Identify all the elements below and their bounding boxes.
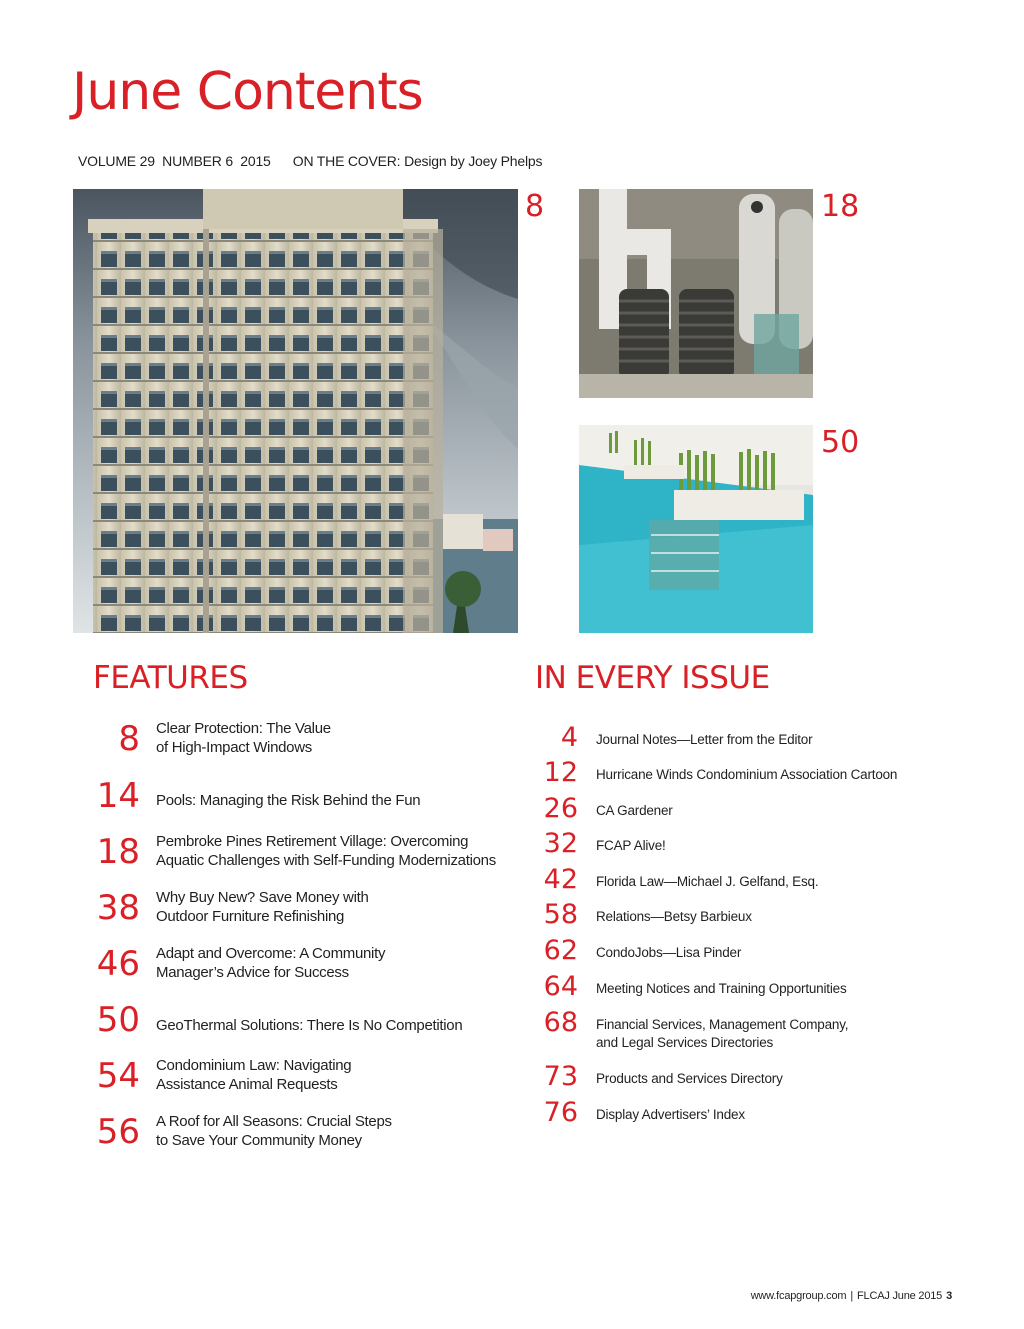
feature-title: Why Buy New? Save Money with Outdoor Furniture Refinishing [156, 889, 369, 925]
footer-divider: | [850, 1290, 854, 1302]
features-heading: FEATURES [93, 660, 248, 696]
feature-page-number: 38 [96, 888, 140, 928]
feature-title: Pembroke Pines Retirement Village: Overcoming Aquatic Challenges with Self-Funding Modernizations [156, 833, 496, 869]
feature-item[interactable] [76, 1109, 516, 1159]
issue-page-number: 12 [543, 757, 578, 788]
feature-item[interactable] [76, 997, 516, 1047]
issue-item[interactable] [530, 1096, 930, 1132]
issue-page-number: 32 [543, 828, 578, 859]
photo-page-50: 50 [821, 425, 860, 460]
feature-item[interactable] [76, 716, 516, 766]
feature-page-number: 50 [96, 1000, 140, 1040]
feature-page-number: 18 [96, 832, 140, 872]
pool-image [579, 425, 813, 633]
every-issue-heading: IN EVERY ISSUE [535, 660, 770, 696]
issue-title: Display Advertisers’ Index [596, 1107, 745, 1122]
feature-item[interactable] [76, 885, 516, 935]
building-image [73, 189, 518, 633]
feature-title: A Roof for All Seasons: Crucial Steps to Save Your Community Money [156, 1113, 392, 1149]
issue-title: FCAP Alive! [596, 838, 666, 853]
feature-item[interactable] [76, 941, 516, 991]
feature-item[interactable] [76, 1053, 516, 1103]
issue-item[interactable] [530, 1060, 930, 1096]
photo-page-8: 8 [525, 189, 545, 224]
issue-page-number: 64 [543, 971, 578, 1002]
issue-item[interactable] [530, 792, 930, 828]
feature-page-number: 14 [96, 776, 140, 816]
feature-item[interactable] [76, 829, 516, 879]
issue-title: Financial Services, Management Company, and Legal Services Directories [596, 1017, 849, 1050]
issue-page-number: 62 [543, 935, 578, 966]
issue-title: Relations—Betsy Barbieux [596, 909, 752, 924]
issue-item[interactable] [530, 721, 930, 757]
feature-item[interactable] [76, 773, 516, 823]
issue-page-number: 4 [560, 722, 578, 753]
page-title: June Contents [72, 62, 423, 122]
feature-title: Adapt and Overcome: A Community Manager’s Advice for Success [156, 945, 386, 981]
photo-page-18: 18 [821, 189, 860, 224]
feature-page-number: 8 [118, 719, 140, 759]
issue-title: Florida Law—Michael J. Gelfand, Esq. [596, 874, 819, 889]
issue-title: Products and Services Directory [596, 1071, 783, 1086]
feature-title: Clear Protection: The Value of High-Impact Windows [156, 720, 331, 756]
issue-meta: VOLUME 29 NUMBER 6 2015 ON THE COVER: Design by Joey Phelps [78, 153, 543, 169]
issue-page-number: 26 [543, 793, 578, 824]
issue-item[interactable] [530, 863, 930, 899]
issue-page-number: 76 [543, 1097, 578, 1128]
issue-title: CondoJobs—Lisa Pinder [596, 945, 742, 960]
photo-infinity-pool [579, 425, 813, 633]
issue-title: Hurricane Winds Condominium Association Cartoon [596, 767, 898, 782]
issue-title: Journal Notes—Letter from the Editor [596, 732, 813, 747]
feature-title: GeoThermal Solutions: There Is No Competition [156, 1017, 463, 1034]
page-footer [751, 1290, 952, 1302]
issue-page-number: 68 [543, 1007, 578, 1038]
issue-title: CA Gardener [596, 803, 673, 818]
issue-title: Meeting Notices and Training Opportunities [596, 981, 847, 996]
feature-title: Condominium Law: Navigating Assistance Animal Requests [156, 1057, 352, 1093]
footer-website[interactable]: www.fcapgroup.com [750, 1290, 847, 1302]
feature-page-number: 54 [96, 1056, 140, 1096]
equipment-image [579, 189, 813, 398]
issue-item[interactable] [530, 970, 930, 1006]
issue-item[interactable] [530, 898, 930, 934]
footer-page-number: 3 [946, 1290, 952, 1302]
issue-page-number: 73 [543, 1061, 578, 1092]
feature-page-number: 56 [96, 1112, 140, 1152]
issue-page-number: 58 [543, 899, 578, 930]
issue-item[interactable] [530, 1006, 930, 1056]
issue-item[interactable] [530, 756, 930, 792]
issue-item[interactable] [530, 827, 930, 863]
cover-photo-building [73, 189, 518, 633]
footer-publication: FLCAJ June 2015 [857, 1290, 943, 1302]
feature-title: Pools: Managing the Risk Behind the Fun [156, 792, 421, 809]
issue-page-number: 42 [543, 864, 578, 895]
issue-item[interactable] [530, 934, 930, 970]
feature-page-number: 46 [96, 944, 140, 984]
photo-pool-equipment [579, 189, 813, 398]
